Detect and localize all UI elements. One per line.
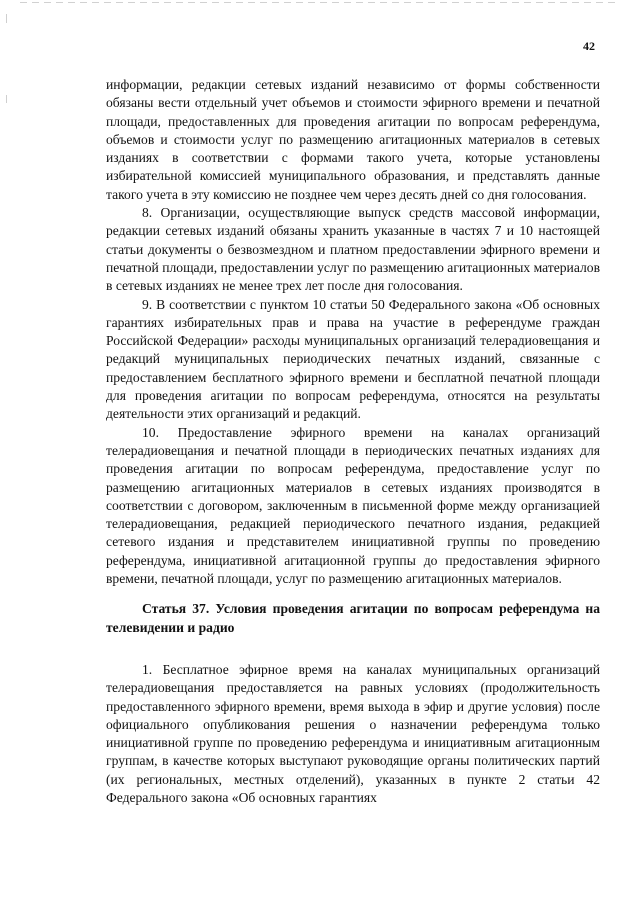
scan-margin-mark (6, 14, 7, 23)
document-body (106, 76, 600, 807)
paragraph-item-10: 10. Предоставление эфирного времени на каналах организаций телерадиовещания и печатной площади в периодических печатных изданиях для проведения агитации по вопросам референдума, предоставление услуг по размещению агитационных материалов в сетевых изданиях производятся в соответствии с договором, заключенным в письменной форме между организацией телерадиовещания, редакцией периодического печатного издания, редакцией сетевого издания и представителем инициативной группы по проведению референдума, инициативной агитационной группы до предоставления эфирного времени, печатной площади, услуг по размещению агитационных материалов. (106, 424, 600, 587)
article-paragraph-1: 1. Бесплатное эфирное время на каналах муниципальных организаций телерадиовещания предоставляется на равных условиях (продолжительность предоставленного эфирного времени, время выхода в эфир и другие условия) после официального опубликования решения о назначении референдума только инициативной группе по проведению референдума и инициативным агитационным группам, в качестве которых выступают руководящие органы политических партий (их региональных, местных отделений), указанных в пункте 2 статьи 42 Федерального закона «Об основных гарантиях (106, 661, 600, 805)
scan-margin-mark (6, 95, 7, 103)
scan-edge-artifact (20, 2, 620, 3)
paragraph-item-9: 9. В соответствии с пунктом 10 статьи 50 Федерального закона «Об основных гарантиях избирательных прав и права на участие в референдуме граждан Российской Федерации» расходы муниципальных организаций телерадиовещания и редакций муниципальных периодических печатных изданий, связанные с предоставлением бесплатного эфирного времени и бесплатной печатной площади для проведения агитации по вопросам референдума, относятся на результаты деятельности этих организаций и редакций. (106, 296, 600, 422)
page-number: 42 (583, 39, 595, 53)
paragraph-item-8: 8. Организации, осуществляющие выпуск средств массовой информации, редакции сетевых изданий обязаны хранить указанные в частях 7 и 10 настоящей статьи документы о безвозмездном и платном предоставлении эфирного времени и печатной площади, предоставлении услуг по размещению агитационных материалов в сетевых изданиях не менее трех лет после дня голосования. (106, 205, 600, 294)
article-heading: Статья 37. Условия проведения агитации по вопросам референдума на телевидении и радио (106, 601, 600, 635)
section-spacer (106, 637, 600, 661)
paragraph-continuation: информации, редакции сетевых изданий независимо от формы собственности обязаны вести отдельный учет объемов и стоимости эфирного времени и печатной площади, предоставленных для проведения агитации по вопросам референдума, объемов и стоимости услуг по размещению агитационных материалов в сетевых изданиях в соответствии с формами такого учета, которые установлены избирательной комиссией муниципального образования, и представлять данные такого учета в эту комиссию не позднее чем через десять дней со дня голосования. (106, 77, 600, 202)
